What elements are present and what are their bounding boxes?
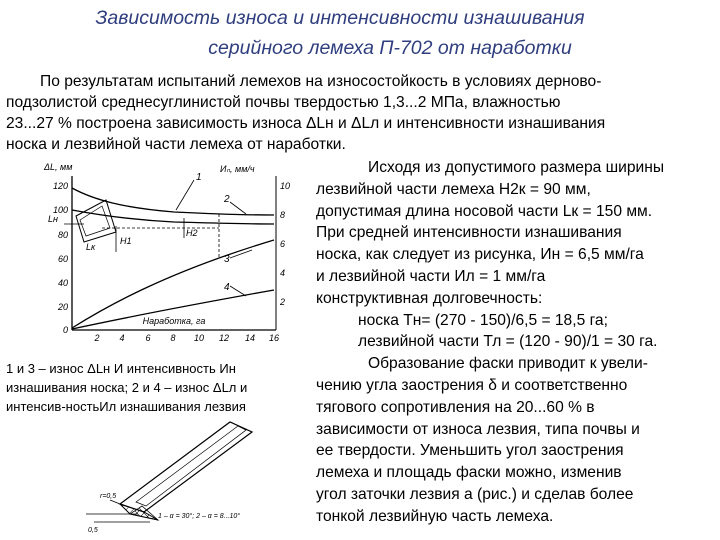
y-left-tick: 60 xyxy=(57,254,68,264)
curve-label-3: 3 xyxy=(224,254,230,265)
y-left-tick: 80 xyxy=(57,230,68,240)
text-line: тягового сопротивления на 20...60 % в xyxy=(316,398,595,416)
text-line: носка Тн= (270 - 150)/6,5 = 18,5 га; xyxy=(358,311,608,329)
intro-line-1: По результатам испытаний лемехов на износостойкость в условиях дерново- xyxy=(40,73,602,90)
y-left-tick: 100 xyxy=(52,205,68,215)
curve-label-4: 4 xyxy=(224,282,230,293)
slide-title-line-2: серийного лемеха П-702 от наработки xyxy=(208,37,572,59)
figure-caption-line-2: изнашивания носка; 2 и 4 – износ ΔLл и xyxy=(6,380,248,395)
x-axis-label: Наработка, га xyxy=(142,316,206,326)
curve-label-1: 1 xyxy=(196,172,202,183)
text-line: ее твердости. Уменьшить угол заострения xyxy=(316,442,624,460)
y-left-tick: 40 xyxy=(57,278,68,288)
text-line: и лезвийной части Ил = 1 мм/га xyxy=(316,267,546,285)
text-line: лезвийной части Тл = (120 - 90)/1 = 30 га. xyxy=(358,333,658,351)
figure-caption-line-1: 1 и 3 – износ ΔLн И интенсивность Ин xyxy=(6,361,236,376)
y-right-tick: 8 xyxy=(280,210,286,220)
share-section-figure xyxy=(80,414,290,536)
right-column-text xyxy=(316,157,664,528)
text-line: Исходя из допустимого размера ширины xyxy=(368,159,665,176)
y-right-tick: 2 xyxy=(280,297,286,307)
text-line: При средней интенсивности изнашивания xyxy=(316,224,622,242)
x-tick: 2 xyxy=(94,333,100,343)
text-line: носка, как следует из рисунка, Ин = 6,5 мм/га xyxy=(316,246,644,264)
text-line: Образование фаски приводит к увели- xyxy=(368,355,648,373)
text-line: допустимая длина носовой части Lк = 150 мм. xyxy=(316,202,653,220)
x-tick: 12 xyxy=(218,333,230,343)
mark-label: H2 xyxy=(186,228,198,238)
mark-label: Lн xyxy=(48,214,58,224)
y-right-tick: 4 xyxy=(280,268,286,278)
text-line: угол заточки лезвия а (рис.) и сделав более xyxy=(316,485,634,503)
wear-graph-figure xyxy=(24,158,292,348)
y-left-axis-label: ΔL, мм xyxy=(44,162,73,172)
intro-line-3: 23...27 % построена зависимость износа ΔLн и ΔLл и интенсивности изнашивания xyxy=(6,115,606,132)
share-legend: 1 – α = 30°; 2 – α = 8...10° xyxy=(158,513,241,520)
x-tick: 16 xyxy=(268,333,280,343)
y-left-tick: 20 xyxy=(57,302,68,312)
y-left-tick: 0 xyxy=(62,325,68,335)
curve-label-2: 2 xyxy=(224,194,230,205)
mark-label: H1 xyxy=(120,236,132,246)
text-line: конструктивная долговечность: xyxy=(316,289,543,307)
share-label-r: r=0,5 xyxy=(100,493,117,500)
text-line: зависимости от износа лезвия, типа почвы и xyxy=(316,420,640,438)
y-right-tick: 10 xyxy=(280,181,291,191)
y-right-axis-label: Иₙ, мм/ч xyxy=(220,164,255,174)
text-line: лемеха и площадь фаски можно, изменив xyxy=(316,464,622,482)
x-tick: 10 xyxy=(193,333,205,343)
y-left-tick: 120 xyxy=(52,181,68,191)
text-line: лезвийной части лемеха H2к = 90 мм, xyxy=(316,180,591,198)
x-tick: 14 xyxy=(244,333,256,343)
intro-line-4: носка и лезвийной части лемеха от наработки. xyxy=(6,136,346,153)
text-line: тонкой лезвийную часть лемеха. xyxy=(316,507,554,525)
share-label-thickness: 0,5 xyxy=(88,527,98,534)
text-line: чению угла заострения δ и соответственно xyxy=(316,376,628,394)
intro-line-2: подзолистой среднесуглинистой почвы твердостью 1,3...2 МПа, влажностью xyxy=(6,94,561,111)
y-right-tick: 6 xyxy=(280,239,286,249)
x-tick: 4 xyxy=(119,333,125,343)
slide-title-line-1: Зависимость износа и интенсивности изнашивания xyxy=(95,7,585,29)
mark-label: Lк xyxy=(86,242,96,252)
x-tick: 8 xyxy=(170,333,176,343)
x-tick: 6 xyxy=(145,333,151,343)
figure-caption-line-3: интенсив-ностьИл изнашивания лезвия xyxy=(6,399,246,414)
